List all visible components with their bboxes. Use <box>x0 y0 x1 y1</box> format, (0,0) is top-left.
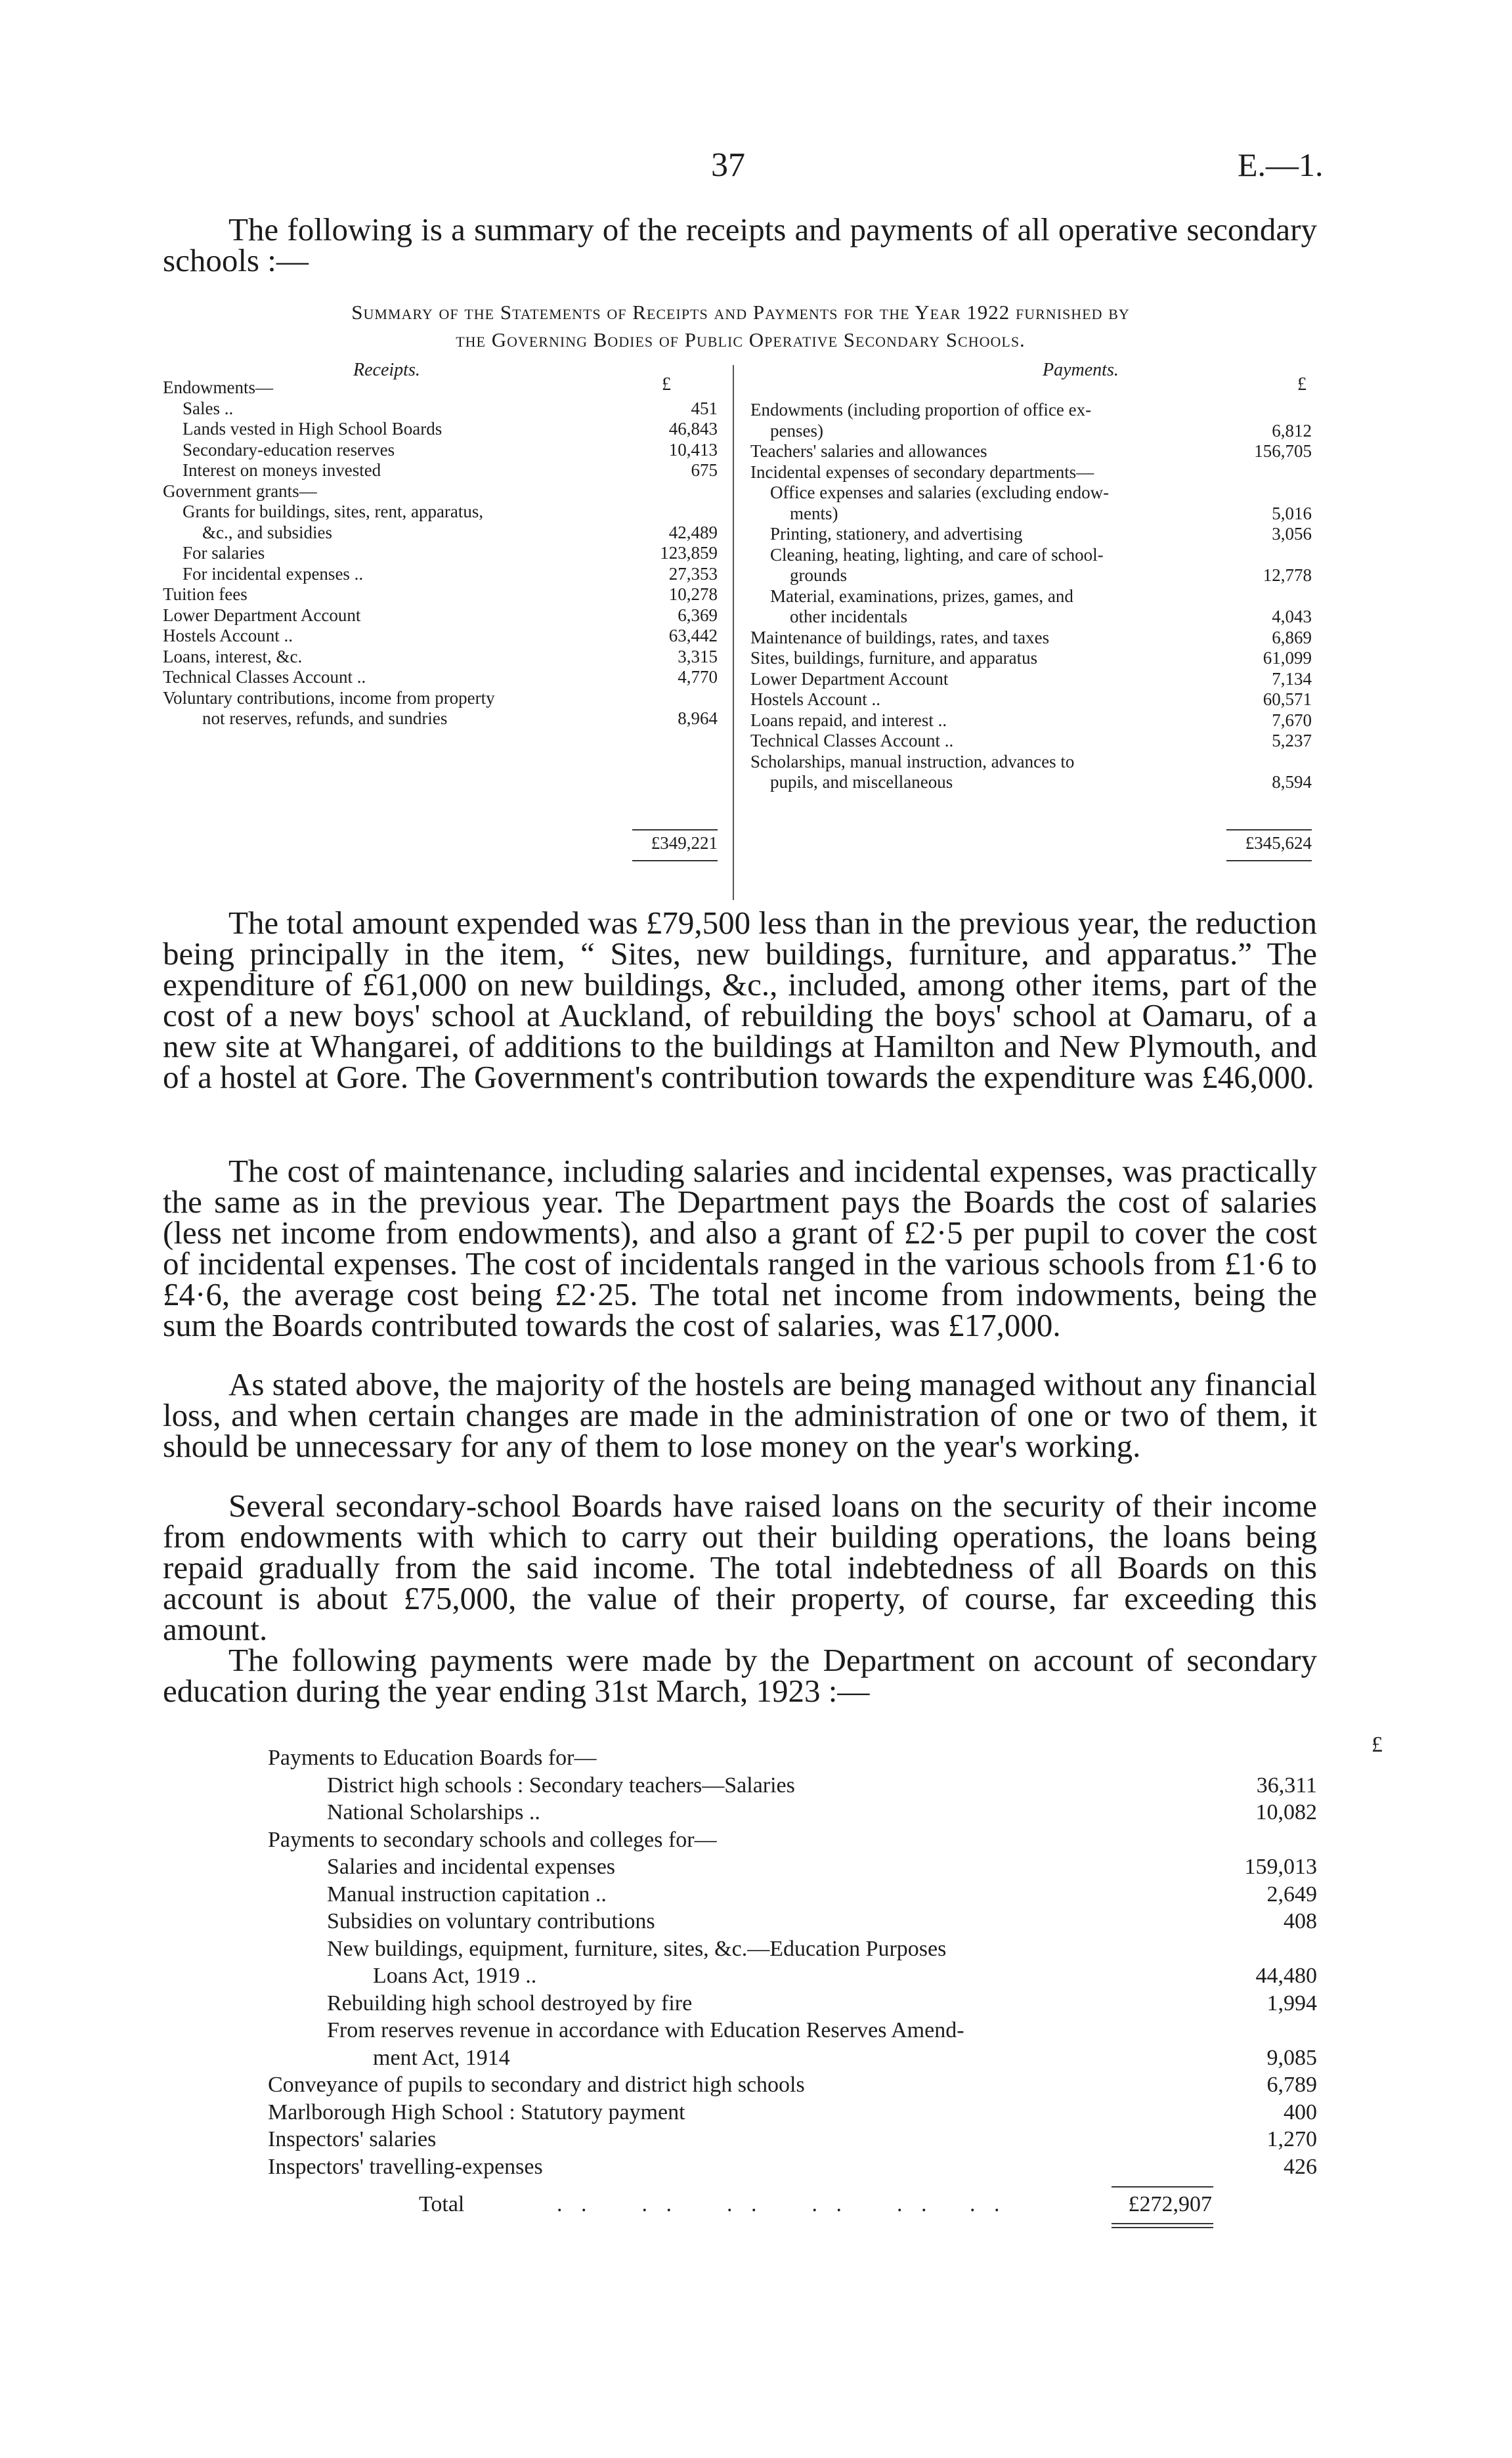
dept-payment-label: Rebuilding high school destroyed by fire <box>327 1991 693 2016</box>
dept-total-amount: £272,907 <box>1128 2192 1212 2216</box>
payments-heading: Payments. <box>1043 360 1119 380</box>
receipts-heading: Receipts. <box>353 360 420 380</box>
dept-total-row <box>163 2193 1318 2216</box>
payment-label: Printing, stationery, and advertising <box>770 524 1023 544</box>
dept-double-rule-2 <box>1112 2227 1213 2228</box>
payment-amount: 6,869 <box>1272 627 1312 647</box>
dept-payment-amount: 408 <box>1284 1909 1317 1933</box>
dept-payment-row <box>268 2073 1318 2097</box>
receipt-amount: 3,315 <box>678 646 718 666</box>
dept-total-label: Total <box>419 2192 465 2216</box>
receipt-label: Lower Department Account <box>163 605 361 625</box>
payment-row <box>750 546 1318 564</box>
dept-payment-label: Conveyance of pupils to secondary and district high schools <box>268 2073 805 2097</box>
payment-label: Technical Classes Account .. <box>750 731 954 750</box>
receipt-row <box>163 523 721 542</box>
receipt-row <box>163 668 721 686</box>
receipt-row <box>163 399 721 418</box>
payment-label: Endowments (including proportion of office ex- <box>750 400 1092 420</box>
payments-total-row <box>750 834 1318 852</box>
paragraph-dept-payments-intro: The following payments were made by the Department on account of secondary education during the year ending 31st March, 1923 :— <box>163 1642 1317 1709</box>
payment-label: Teachers' salaries and allowances <box>750 441 987 461</box>
payment-amount: 6,812 <box>1272 420 1312 441</box>
receipt-amount: 6,369 <box>678 605 718 625</box>
receipt-amount: 4,770 <box>678 667 718 687</box>
page-number: 37 <box>711 146 745 184</box>
statement-title <box>163 299 1318 354</box>
receipt-label: Interest on moneys invested <box>183 460 381 480</box>
payment-label: Incidental expenses of secondary departments— <box>750 462 1094 482</box>
dept-payment-row <box>268 2046 1318 2070</box>
dept-payment-row <box>268 1964 1318 1988</box>
payment-row <box>750 400 1318 419</box>
dept-payment-row <box>268 1746 1318 1770</box>
receipt-amount: 10,413 <box>668 439 718 460</box>
receipts-payments-statement <box>163 360 1318 898</box>
dept-pound-sign: £ <box>1372 1733 1383 1757</box>
paragraph-expenditure: The total amount expended was £79,500 less than in the previous year, the reduction being principally in the item, “ Sites, new buildings, furniture, and apparatus.” The expenditure of £61,000 on new buildings, &c., included, among other items, part of the cost of a new boys' school at Auckland, of rebuilding the boys' school at Oamaru, of a new site at Whangarei, of additions to the buildings at Hamilton and New Plymouth, and of a hostel at Gore. The Government's contribution towards the expenditure was £46,000. <box>163 905 1317 1095</box>
receipt-row <box>163 689 721 707</box>
receipt-label: Voluntary contributions, income from property <box>163 687 495 708</box>
receipt-amount: 42,489 <box>668 522 718 542</box>
payment-row <box>750 587 1318 605</box>
receipt-label: Tuition fees <box>163 584 248 604</box>
receipt-label: Hostels Account .. <box>163 626 293 645</box>
payment-amount: 5,237 <box>1272 731 1312 750</box>
receipt-row <box>163 709 721 727</box>
payment-row <box>750 670 1318 688</box>
receipts-double-rule <box>632 860 718 861</box>
receipt-amount: 675 <box>691 460 718 480</box>
dept-payment-label: District high schools : Secondary teachers—Salaries <box>327 1773 795 1798</box>
receipt-label: Sales .. <box>183 398 234 418</box>
payment-label: grounds <box>790 565 847 585</box>
dept-payment-amount: 10,082 <box>1255 1800 1317 1824</box>
payment-amount: 8,594 <box>1272 772 1312 792</box>
receipts-total-row <box>163 834 721 852</box>
payment-row <box>750 731 1318 750</box>
receipt-row <box>163 626 721 645</box>
payment-label: penses) <box>770 420 823 441</box>
document-code: E.—1. <box>1238 146 1324 183</box>
payment-row <box>750 525 1318 543</box>
dept-total-rule <box>1112 2186 1213 2188</box>
dept-payment-label: Subsidies on voluntary contributions <box>327 1909 655 1933</box>
receipt-row <box>163 420 721 438</box>
receipt-label: Government grants— <box>163 481 317 501</box>
dept-payment-row <box>268 1774 1318 1798</box>
receipt-label: Loans, interest, &c. <box>163 646 303 666</box>
receipt-label: Technical Classes Account .. <box>163 667 366 687</box>
payment-amount: 156,705 <box>1254 441 1312 461</box>
statement-title-line2: the Governing Bodies of Public Operative Secondary Schools. <box>456 328 1026 351</box>
payment-row <box>750 752 1318 771</box>
payment-label: Material, examinations, prizes, games, and <box>770 586 1073 606</box>
dept-payment-label: New buildings, equipment, furniture, sites, &c.—Education Purposes <box>327 1936 947 1961</box>
payment-label: Loans repaid, and interest .. <box>750 710 947 730</box>
dept-payment-amount: 1,994 <box>1266 1991 1317 2016</box>
dept-payment-row <box>268 1937 1318 1961</box>
payment-row <box>750 773 1318 791</box>
dept-payment-row <box>268 2128 1318 2151</box>
dept-payment-amount: 1,270 <box>1266 2127 1317 2151</box>
dept-payment-label: Loans Act, 1919 .. <box>373 1964 537 1988</box>
payments-total: £345,624 <box>1245 833 1312 853</box>
receipts-pound-sign: £ <box>662 374 671 395</box>
dept-payment-label: From reserves revenue in accordance with Education Reserves Amend- <box>327 2018 964 2042</box>
dept-payment-amount: 426 <box>1284 2154 1317 2179</box>
receipt-row <box>163 606 721 624</box>
receipt-label: Secondary-education reserves <box>183 439 395 460</box>
dept-payment-label: National Scholarships .. <box>327 1800 540 1824</box>
dept-payment-label: Manual instruction capitation .. <box>327 1882 607 1907</box>
receipt-row <box>163 482 721 500</box>
payments-pound-sign: £ <box>1297 374 1307 395</box>
intro-paragraph: The following is a summary of the receipts and payments of all operative secondary schools :— <box>163 211 1317 278</box>
receipts-total-rule <box>632 829 718 830</box>
receipt-label: Lands vested in High School Boards <box>183 419 443 439</box>
payment-label: Sites, buildings, furniture, and apparatus <box>750 648 1038 668</box>
payment-row <box>750 711 1318 729</box>
dept-payment-row <box>268 2101 1318 2124</box>
receipt-amount: 27,353 <box>668 563 718 584</box>
payment-row <box>750 690 1318 708</box>
paragraph-hostels: As stated above, the majority of the hostels are being managed without any financial loss, and when certain changes are made in the administration of one or two of them, it should be unnecessary for any of them to lose money on the year's working. <box>163 1366 1317 1464</box>
receipt-label: &c., and subsidies <box>202 522 332 542</box>
payment-amount: 12,778 <box>1263 565 1312 585</box>
payment-row <box>750 607 1318 626</box>
payment-amount: 61,099 <box>1263 648 1312 668</box>
payment-amount: 3,056 <box>1272 524 1312 544</box>
payment-label: pupils, and miscellaneous <box>770 772 953 792</box>
payment-row <box>750 463 1318 481</box>
dept-payment-label: Payments to Education Boards for— <box>268 1746 597 1770</box>
dept-payment-label: Inspectors' travelling-expenses <box>268 2154 543 2179</box>
paragraph-loans: Several secondary-school Boards have raised loans on the security of their income from endowments with which to carry out their building operations, the loans being repaid gradually from the said income. The total indebtedness of all Boards on this account is about £75,000, the value of their property, of course, far exceeding this amount. <box>163 1488 1317 1647</box>
dept-payment-amount: 400 <box>1284 2100 1317 2124</box>
dept-payment-row <box>268 1801 1318 1824</box>
payment-label: Office expenses and salaries (excluding endow- <box>770 483 1110 502</box>
payment-row <box>750 442 1318 460</box>
receipt-label: For incidental expenses .. <box>183 563 364 584</box>
receipt-label: not reserves, refunds, and sundries <box>202 708 448 728</box>
dept-payment-row <box>268 1883 1318 1907</box>
payment-row <box>750 566 1318 584</box>
payment-label: Hostels Account .. <box>750 689 880 709</box>
dept-payment-row <box>268 1992 1318 2016</box>
payment-label: Lower Department Account <box>750 668 949 689</box>
payment-row <box>750 483 1318 502</box>
dept-payment-row <box>268 2019 1318 2042</box>
payments-double-rule <box>1226 860 1312 861</box>
dept-payment-amount: 159,013 <box>1244 1855 1317 1879</box>
column-divider <box>733 365 734 900</box>
dept-payment-row <box>268 1855 1318 1879</box>
receipt-label: Grants for buildings, sites, rent, apparatus, <box>183 502 484 521</box>
receipt-amount: 451 <box>691 398 718 418</box>
dept-payment-label: Payments to secondary schools and colleges for— <box>268 1827 717 1852</box>
receipt-row <box>163 441 721 459</box>
payment-row <box>750 504 1318 523</box>
payment-label: ments) <box>790 503 838 523</box>
dept-total-leader: . . . . . . . . . . . . <box>557 2192 1006 2216</box>
receipt-row <box>163 378 721 397</box>
payment-row <box>750 628 1318 647</box>
payment-label: Scholarships, manual instruction, advances to <box>750 751 1075 771</box>
payments-total-rule <box>1226 829 1312 830</box>
receipt-row <box>163 502 721 521</box>
payment-amount: 4,043 <box>1272 607 1312 626</box>
dept-payment-label: Salaries and incidental expenses <box>327 1855 616 1879</box>
receipt-amount: 63,442 <box>668 626 718 645</box>
receipt-row <box>163 585 721 603</box>
payment-amount: 7,134 <box>1272 668 1312 689</box>
dept-payment-row <box>268 2155 1318 2179</box>
receipt-row <box>163 647 721 666</box>
payment-label: Cleaning, heating, lighting, and care of school- <box>770 544 1104 565</box>
statement-title-line1: Summary of the Statements of Receipts and Payments for the Year 1922 furnished by <box>351 301 1130 324</box>
payment-row <box>750 421 1318 440</box>
dept-payment-label: ment Act, 1914 <box>373 2045 510 2070</box>
dept-payment-amount: 6,789 <box>1266 2073 1317 2097</box>
receipt-label: For salaries <box>183 543 265 563</box>
paragraph-maintenance: The cost of maintenance, including salaries and incidental expenses, was practically the same as in the previous year. The Department pays the Boards the cost of salaries (less net income from endowments), and also a grant of £2·5 per pupil to cover the cost of incidental expenses. The cost of incidentals ranged in the various schools from £1·6 to £4·6, the average cost being £2·25. The total net income from indowments, being the sum the Boards contributed towards the cost of salaries, was £17,000. <box>163 1153 1317 1343</box>
receipt-amount: 8,964 <box>678 708 718 728</box>
dept-payment-label: Marlborough High School : Statutory payment <box>268 2100 685 2124</box>
dept-payment-row <box>268 1828 1318 1852</box>
receipt-row <box>163 461 721 479</box>
dept-payment-amount: 2,649 <box>1266 1882 1317 1907</box>
payment-amount: 5,016 <box>1272 503 1312 523</box>
dept-payment-row <box>268 1910 1318 1933</box>
receipt-amount: 46,843 <box>668 419 718 439</box>
receipts-total: £349,221 <box>651 833 718 853</box>
payment-amount: 7,670 <box>1272 710 1312 730</box>
payment-amount: 60,571 <box>1263 689 1312 709</box>
receipt-amount: 10,278 <box>668 584 718 604</box>
dept-payment-amount: 44,480 <box>1255 1964 1317 1988</box>
dept-payment-amount: 9,085 <box>1266 2045 1317 2070</box>
payment-row <box>750 649 1318 667</box>
receipt-amount: 123,859 <box>660 543 718 563</box>
payment-label: Maintenance of buildings, rates, and taxes <box>750 627 1050 647</box>
dept-double-rule-1 <box>1112 2223 1213 2224</box>
payment-label: other incidentals <box>790 607 908 626</box>
dept-payment-amount: 36,311 <box>1256 1773 1317 1798</box>
dept-payment-label: Inspectors' salaries <box>268 2127 437 2151</box>
receipt-label: Endowments— <box>163 377 273 397</box>
receipt-row <box>163 565 721 583</box>
receipt-row <box>163 544 721 562</box>
